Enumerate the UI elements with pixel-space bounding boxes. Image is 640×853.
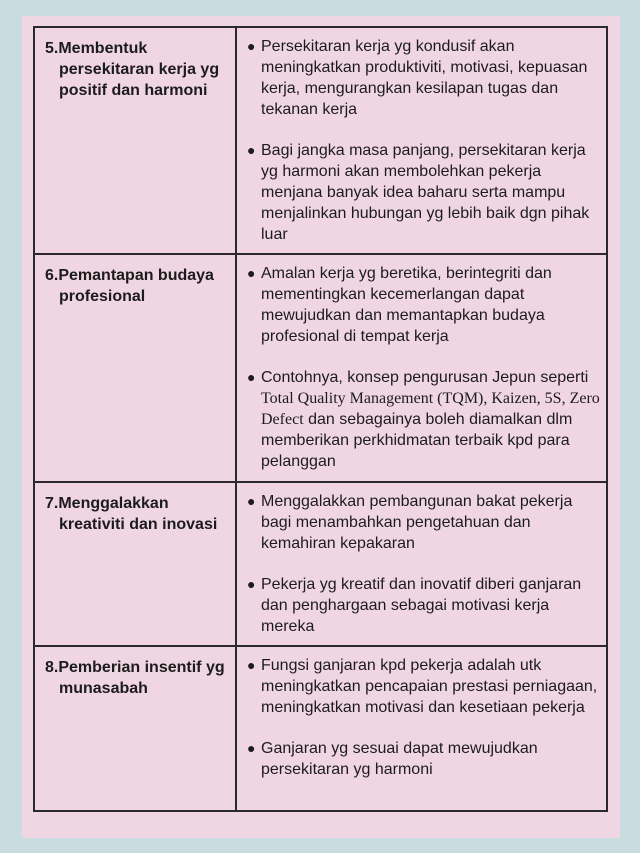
bullet-icon: ●	[247, 142, 256, 158]
bullet-icon: ●	[247, 576, 256, 592]
row-body-cell	[236, 646, 607, 811]
point-text: Menggalakkan pembangunan bakat pekerja bagi menambahkan pengetahuan dan kemahiran kepakaran	[261, 493, 573, 552]
point-text: Contohnya, konsep pengurusan Jepun seperti	[261, 369, 589, 386]
point-text: Bagi jangka masa panjang, persekitaran kerja yg harmoni akan membolehkan pekerja menjana banyak idea baharu serta mampu menjalinkan hubungan yg lebih baik dgn pihak luar	[261, 142, 590, 243]
bullet-icon: ●	[247, 38, 256, 54]
bullet-icon: ●	[247, 369, 256, 385]
list-item	[245, 367, 600, 472]
point-text: dan sebagainya boleh diamalkan dlm memberikan perkhidmatan terbaik kpd para pelanggan	[261, 411, 573, 470]
list-item	[245, 574, 600, 637]
point-text-terms: Total Quality Management (TQM), Kaizen, 5S, Zero Defect	[261, 390, 600, 428]
table-row	[34, 254, 607, 482]
point-text: Fungsi ganjaran kpd pekerja adalah utk meningkatkan pencapaian prestasi perniagaan, meningkatkan motivasi dan kesetiaan pekerja	[261, 657, 598, 716]
table-row	[34, 27, 607, 254]
row-title-cell	[34, 482, 236, 646]
list-item	[245, 36, 600, 120]
list-item	[245, 140, 600, 245]
point-text: Amalan kerja yg beretika, berintegriti dan mementingkan kecemerlangan dapat mewujudkan dan memantapkan budaya profesional di tempat kerja	[261, 265, 552, 345]
list-item	[245, 655, 600, 718]
list-item	[245, 263, 600, 347]
list-item	[245, 738, 600, 780]
bullet-icon: ●	[247, 493, 256, 509]
row-title: 7.Menggalakkan kreativiti dan inovasi	[45, 495, 218, 533]
row-title-cell	[34, 646, 236, 811]
table-row	[34, 646, 607, 811]
point-text: Persekitaran kerja yg kondusif akan meningkatkan produktiviti, motivasi, kepuasan kerja, mengurangkan kesilapan tugas dan tekanan kerja	[261, 38, 588, 118]
row-title: 5.Membentuk persekitaran kerja yg positif dan harmoni	[45, 40, 220, 99]
bullet-icon: ●	[247, 740, 256, 756]
bullet-icon: ●	[247, 265, 256, 281]
point-text: Ganjaran yg sesuai dapat mewujudkan persekitaran yg harmoni	[261, 740, 538, 778]
bullet-icon: ●	[247, 657, 256, 673]
row-body-cell	[236, 254, 607, 482]
list-item	[245, 491, 600, 554]
row-title-cell	[34, 254, 236, 482]
row-body-cell	[236, 27, 607, 254]
row-body-cell	[236, 482, 607, 646]
row-title-cell	[34, 27, 236, 254]
row-title: 8.Pemberian insentif yg munasabah	[45, 659, 225, 697]
point-text: Pekerja yg kreatif dan inovatif diberi ganjaran dan penghargaan sebagai motivasi kerja mereka	[261, 576, 582, 635]
table-row	[34, 482, 607, 646]
content-table	[33, 26, 608, 812]
row-title: 6.Pemantapan budaya profesional	[45, 267, 214, 305]
